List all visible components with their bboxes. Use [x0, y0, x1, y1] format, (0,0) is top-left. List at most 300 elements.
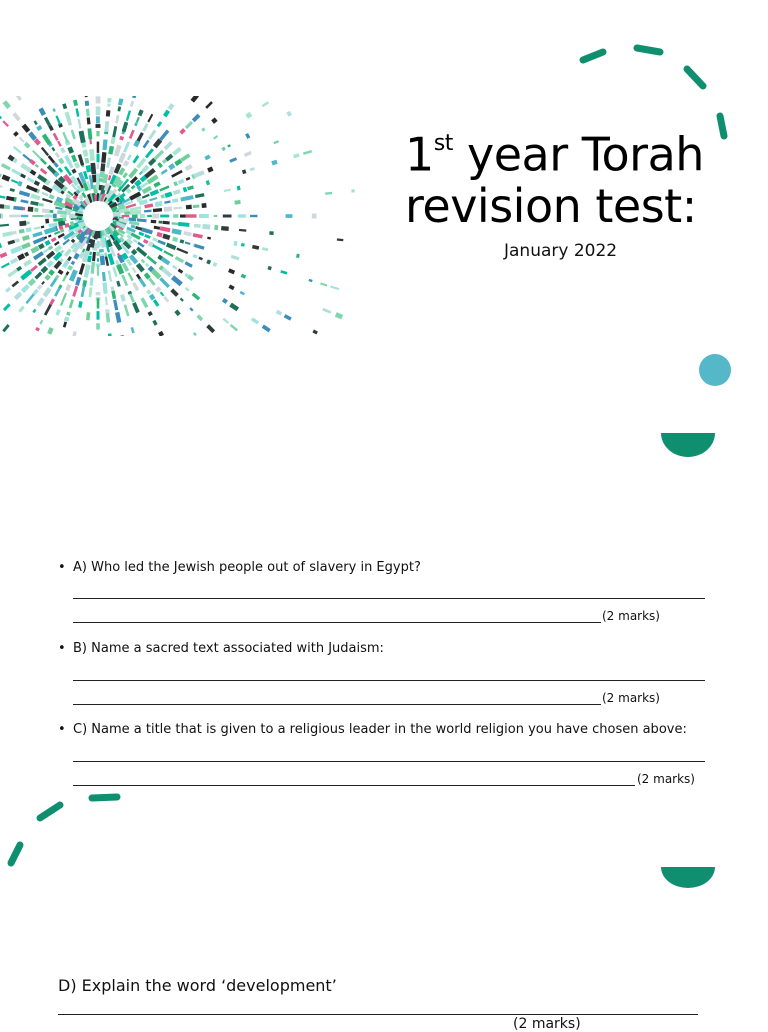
sunburst-tile [240, 291, 245, 295]
sunburst-tile [57, 141, 62, 147]
sunburst-tile [96, 116, 100, 123]
answer-line[interactable] [73, 761, 705, 762]
sunburst-tile [68, 121, 73, 126]
sunburst-tile [229, 157, 237, 163]
sunburst-tile [57, 210, 66, 215]
sunburst-tile [90, 163, 96, 175]
sunburst-tile [13, 146, 22, 154]
sunburst-tile [108, 272, 112, 282]
sunburst-tile [156, 232, 162, 238]
sunburst-tile [21, 284, 30, 293]
sunburst-tile [102, 272, 106, 281]
sunburst-tile [173, 207, 182, 210]
sunburst-tile [34, 272, 42, 280]
sunburst-tile [186, 177, 191, 181]
sunburst-tile [192, 254, 197, 259]
sunburst-tile [65, 112, 72, 122]
sunburst-tile [79, 263, 85, 275]
sunburst-tile [293, 153, 300, 158]
sunburst-tile [214, 225, 218, 230]
sunburst-tile [27, 177, 35, 183]
question-text: B) Name a sacred text associated with Judaism: [73, 641, 384, 656]
sunburst-tile [153, 299, 160, 307]
sunburst-tile [86, 165, 92, 172]
sunburst-tile [30, 246, 39, 254]
answer-line[interactable] [73, 704, 601, 705]
sunburst-tile [0, 195, 6, 199]
answer-line[interactable] [73, 598, 705, 599]
sunburst-tile [122, 122, 129, 133]
sunburst-tile [159, 277, 170, 288]
sunburst-tile [262, 247, 268, 251]
sunburst-tile [168, 163, 175, 170]
sunburst-tile [106, 110, 111, 116]
sunburst-tile [132, 302, 140, 313]
sunburst-tile [63, 322, 67, 328]
sunburst-tile [245, 112, 252, 119]
sunburst-tile [116, 281, 120, 287]
sunburst-tile [112, 267, 117, 277]
sunburst-tile [185, 164, 193, 171]
sunburst-tile [147, 215, 152, 217]
sunburst-tile [33, 237, 45, 245]
sunburst-tile [85, 101, 89, 106]
sunburst-tile [10, 258, 18, 265]
sunburst-tile [55, 152, 60, 158]
sunburst-tile [104, 253, 107, 258]
title-number: 1 [405, 127, 434, 181]
sunburst-tile [48, 234, 52, 237]
sunburst-tile [335, 312, 343, 319]
sunburst-tile [228, 284, 234, 290]
sunburst-tile [223, 318, 230, 324]
sunburst-tile [123, 141, 130, 153]
sunburst-tile [13, 206, 23, 211]
sunburst-tile [262, 101, 269, 107]
sunburst-tile [184, 195, 194, 201]
answer-line[interactable] [73, 680, 705, 681]
sunburst-tile [72, 286, 78, 297]
sunburst-tile [115, 312, 121, 323]
sunburst-tile [32, 150, 42, 160]
sunburst-tile [107, 98, 111, 103]
sunburst-tile [159, 130, 169, 141]
sunburst-tile [17, 181, 22, 187]
sunburst-tile [90, 277, 94, 285]
sunburst-tile [239, 229, 246, 232]
sunburst-tile [108, 146, 114, 155]
sunburst-tile [115, 115, 119, 123]
sunburst-tile [320, 283, 327, 287]
sunburst-tile [42, 134, 52, 146]
sunburst-tile [53, 162, 58, 168]
sunburst-tile [60, 296, 66, 306]
sunburst-tile [164, 200, 170, 203]
sunburst-tile [172, 237, 178, 243]
sunburst-tile [42, 198, 53, 203]
sunburst-tile [164, 206, 172, 212]
marks-label: (2 marks) [637, 772, 695, 786]
sunburst-tile [183, 187, 188, 192]
sunburst-tile [161, 257, 171, 266]
sunburst-tile [83, 150, 89, 157]
sunburst-tile [67, 256, 72, 261]
sunburst-tile [122, 172, 127, 178]
sunburst-tile [131, 185, 136, 190]
sunburst-tile [192, 293, 201, 301]
test-date: January 2022 [504, 241, 617, 261]
sunburst-tile [30, 201, 39, 206]
sunburst-tile [160, 226, 171, 232]
sunburst-tile [0, 224, 9, 227]
sunburst-tile [221, 147, 225, 152]
sunburst-tile [19, 229, 25, 234]
sunburst-tile [144, 234, 150, 239]
sunburst-tile [108, 175, 112, 181]
sunburst-tile [86, 243, 91, 251]
sunburst-tile [87, 117, 91, 124]
sunburst-tile [205, 101, 213, 109]
sunburst-tile [55, 309, 60, 316]
sunburst-tile [62, 217, 66, 221]
sunburst-tile [132, 267, 137, 273]
sunburst-tile [53, 133, 59, 141]
sunburst-tile [132, 282, 139, 291]
sunburst-tile [64, 155, 72, 165]
sunburst-tile [213, 262, 218, 267]
sunburst-tile [161, 267, 172, 277]
sunburst-tile [20, 269, 32, 280]
sunburst-tile [74, 162, 80, 169]
sunburst-tile [193, 233, 203, 238]
sunburst-tile [172, 147, 181, 156]
sunburst-tile [172, 265, 177, 270]
sunburst-tile [97, 266, 99, 276]
sunburst-tile [166, 243, 177, 250]
sunburst-tile [193, 204, 200, 208]
sunburst-tile [39, 203, 44, 207]
sunburst-tile [13, 131, 19, 137]
sunburst-tile [45, 219, 49, 224]
sunburst-tile [0, 171, 2, 178]
sunburst-tile [160, 215, 169, 218]
sunburst-tile [142, 123, 149, 132]
sunburst-tile [211, 117, 217, 123]
sunburst-tile [228, 268, 235, 274]
sunburst-tile [147, 114, 153, 123]
sunburst-tile [26, 221, 29, 224]
sunburst-tile [62, 239, 70, 246]
sunburst-tile [146, 289, 151, 294]
sunburst-tile [15, 96, 22, 101]
sunburst-tile [231, 255, 240, 260]
sunburst-tile [86, 312, 90, 320]
sunburst-tile [28, 207, 34, 212]
sunburst-tile [67, 265, 73, 271]
sunburst-tile [22, 235, 30, 241]
sunburst-tile [137, 132, 144, 142]
sunburst-tile [112, 126, 117, 137]
sunburst-tile [171, 170, 183, 178]
sunburst-tile [40, 168, 47, 175]
sunburst-tile [173, 189, 181, 195]
sunburst-tile [96, 323, 100, 329]
sunburst-tile [129, 293, 135, 302]
sunburst-tile [41, 266, 49, 274]
sunburst-tile [214, 215, 218, 217]
question-d: D) Explain the word ‘development’ [58, 976, 337, 995]
title-superscript: st [434, 131, 453, 156]
sunburst-tile [21, 215, 28, 217]
sunburst-tile [0, 243, 2, 250]
sunburst-tile [322, 308, 331, 314]
sunburst-tile [284, 314, 292, 321]
sunburst-tile [54, 287, 61, 296]
sunburst-tile [303, 150, 312, 155]
sunburst-tile [65, 271, 69, 275]
sunburst-tile [151, 220, 157, 224]
sunburst-tile [122, 215, 130, 217]
sunburst-tile [201, 127, 205, 131]
sunburst-tile [158, 221, 162, 224]
sunburst-tile [10, 245, 22, 254]
sunburst-tile [51, 237, 57, 242]
sunburst-tile [165, 192, 173, 198]
sunburst-tile [149, 197, 157, 201]
sunburst-tile [46, 260, 53, 267]
sunburst-tile [250, 167, 255, 171]
sunburst-tile [199, 214, 209, 218]
sunburst-tile [186, 214, 197, 217]
sunburst-tile [0, 185, 3, 188]
sunburst-tile [148, 130, 156, 140]
sunburst-tile [105, 309, 110, 313]
sunburst-tile [111, 291, 116, 300]
sunburst-tile [163, 110, 170, 118]
sunburst-tile [139, 278, 147, 288]
sunburst-tile [113, 300, 118, 311]
sunburst-tile [41, 226, 45, 229]
sunburst-tile [58, 158, 64, 165]
sunburst-tile [159, 185, 169, 191]
sunburst-tile [233, 241, 237, 246]
sunburst-tile [42, 192, 49, 197]
sunburst-tile [71, 155, 77, 163]
sunburst-tile [150, 189, 159, 196]
sunburst-tile [97, 142, 100, 153]
sunburst-tile [44, 304, 52, 316]
sunburst-tile [85, 158, 90, 164]
sunburst-tile [135, 226, 142, 231]
sunburst-tile [149, 294, 156, 301]
sunburst-tile [71, 169, 76, 174]
answer-line[interactable] [73, 622, 601, 623]
sunburst-tile [40, 158, 47, 165]
sunburst-tile [55, 115, 61, 124]
sunburst-tile [89, 287, 93, 297]
sunburst-tile [140, 297, 148, 308]
marks-label: (2 marks) [602, 609, 660, 623]
sunburst-tile [25, 294, 34, 304]
sunburst-tile [198, 257, 203, 261]
dashed-arc-decoration [575, 38, 735, 148]
sunburst-tile [89, 139, 92, 145]
sunburst-tile [69, 299, 74, 308]
sunburst-tile [162, 221, 169, 225]
sunburst-tile [171, 275, 183, 286]
sunburst-tile [73, 253, 79, 260]
sunburst-tile [133, 239, 138, 243]
half-circle-decoration [660, 866, 716, 892]
sunburst-tile [53, 214, 57, 219]
sunburst-tile [227, 144, 231, 147]
sunburst-tile [42, 209, 50, 214]
sunburst-tile [154, 226, 161, 230]
sunburst-tile [38, 107, 46, 116]
sunburst-tile [5, 287, 11, 293]
sunburst-tile [237, 186, 241, 191]
sunburst-tile [23, 259, 32, 267]
sunburst-tile [78, 301, 83, 308]
sunburst-tile [118, 98, 123, 105]
sunburst-tile [2, 324, 10, 332]
sunburst-tile [245, 133, 250, 139]
sunburst-tile [58, 269, 64, 275]
sunburst-tile [96, 131, 99, 136]
sunburst-tile [173, 181, 178, 186]
sunburst-tile [47, 327, 54, 335]
half-circle-decoration [660, 432, 716, 458]
sunburst-tile [38, 258, 47, 266]
sunburst-tile [174, 310, 180, 317]
sunburst-tile [185, 121, 193, 129]
sunburst-tile [42, 185, 53, 193]
sunburst-tile [124, 305, 130, 317]
sunburst-tile [163, 250, 173, 257]
sunburst-tile [160, 194, 165, 199]
sunburst-tile [162, 234, 170, 240]
sunburst-tile [136, 247, 147, 257]
sunburst-tile [286, 214, 293, 218]
sunburst-tile [60, 215, 67, 217]
sunburst-tile [79, 131, 86, 144]
sunburst-tile [101, 152, 106, 163]
sunburst-tile [34, 120, 38, 125]
sunburst-tile [107, 103, 110, 106]
sunburst-tile [114, 145, 122, 157]
sunburst-tile [262, 325, 271, 333]
sunburst-tile [280, 270, 287, 275]
sunburst-tile [6, 196, 14, 201]
sunburst-tile [85, 96, 88, 97]
sunburst-tile [157, 240, 166, 246]
sunburst-tile [117, 106, 121, 111]
sunburst-tile [153, 150, 164, 161]
question-text: A) Who led the Jewish people out of slavery in Egypt? [73, 560, 421, 575]
sunburst-tile [0, 214, 3, 219]
sunburst-tile [146, 255, 157, 264]
sunburst-tile [102, 139, 107, 150]
sunburst-tile [163, 296, 169, 303]
sunburst-tile [41, 281, 45, 285]
sunburst-tile [194, 224, 201, 228]
sunburst-tile [189, 307, 193, 311]
sunburst-tile [252, 245, 259, 250]
sunburst-tile [121, 275, 128, 287]
sunburst-tile [52, 108, 55, 112]
sunburst-tile [221, 226, 229, 231]
sunburst-tile [7, 269, 18, 278]
sunburst-tile [148, 278, 156, 286]
sunburst-tile [276, 310, 283, 316]
sunburst-tile [131, 225, 136, 229]
sunburst-tile [35, 327, 40, 332]
sunburst-tile [28, 278, 36, 286]
sunburst-tile [31, 194, 41, 201]
sunburst-tile [179, 128, 185, 134]
sunburst-tile [180, 239, 185, 243]
sunburst-tile [207, 167, 213, 173]
sunburst-tile [325, 192, 332, 195]
sunburst-tile [296, 254, 300, 258]
sunburst-tile [105, 256, 109, 266]
sunburst-tile [161, 169, 168, 175]
sunburst-tile [0, 204, 4, 209]
sunburst-tile [171, 222, 178, 225]
sunburst-tile [286, 111, 292, 117]
sunburst-tile [66, 312, 70, 316]
sunburst-tile [48, 155, 56, 163]
sunburst-tile [62, 132, 68, 143]
answer-line[interactable] [73, 785, 635, 786]
sunburst-tile [153, 181, 160, 187]
sunburst-tile [108, 333, 112, 336]
answer-line[interactable] [58, 1014, 698, 1015]
sunburst-tile [143, 140, 150, 149]
sunburst-tile [7, 240, 15, 245]
sunburst-tile [87, 128, 92, 139]
sunburst-tile [64, 316, 70, 321]
sunburst-tile [26, 227, 32, 232]
sunburst-tile [178, 179, 185, 185]
sunburst-tile [2, 231, 12, 237]
sunburst-tile [3, 303, 11, 311]
sunburst-tile [173, 214, 178, 218]
sunburst-tile [12, 231, 17, 235]
sunburst-tile [91, 262, 95, 274]
sunburst-tile [15, 238, 20, 242]
sunburst-tile [164, 141, 173, 150]
sunburst-tile [17, 253, 25, 260]
sunburst-tile [19, 190, 30, 197]
sunburst-tile [128, 168, 138, 179]
sunburst-tile [102, 282, 107, 294]
sunburst-tile [152, 244, 163, 252]
sunburst-tile [123, 160, 129, 167]
sunburst-tile [2, 174, 11, 181]
sunburst-tile [202, 224, 210, 230]
sunburst-tile [180, 298, 184, 302]
sunburst-tile [100, 256, 105, 265]
sunburst-tile [312, 330, 318, 335]
sunburst-tile [337, 238, 344, 241]
sunburst-tile [44, 240, 50, 246]
title-line1: year Torah [453, 127, 704, 181]
sunburst-tile [10, 188, 15, 192]
sunburst-image [0, 96, 370, 336]
sunburst-tile [180, 153, 190, 161]
sunburst-tile [44, 214, 53, 217]
